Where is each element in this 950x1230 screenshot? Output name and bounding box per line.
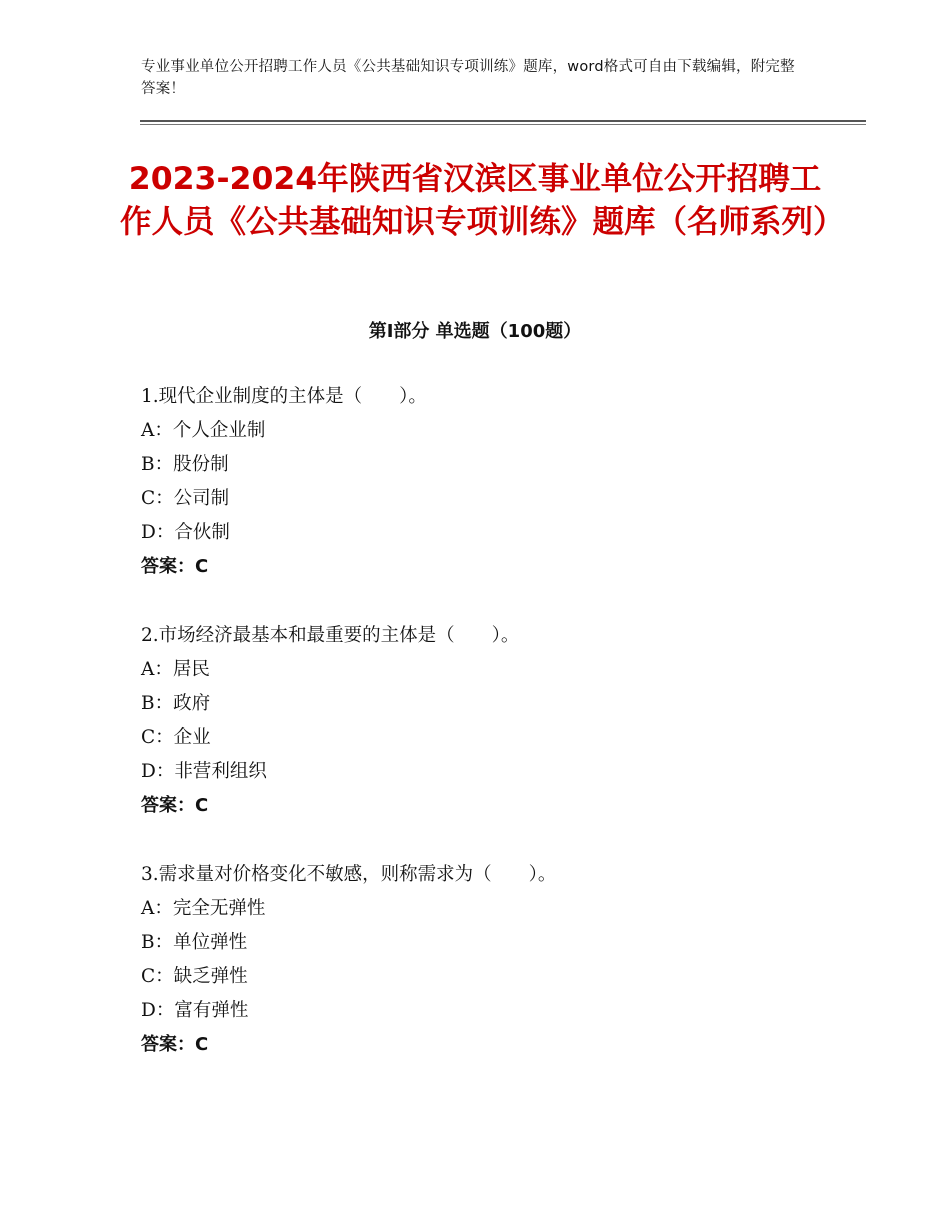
question-stem: 1.现代企业制度的主体是（ ）。 xyxy=(141,386,427,407)
section-title: 第Ⅰ部分 单选题（100题） xyxy=(368,321,582,342)
question-block xyxy=(141,380,861,584)
document-title: 2023-2024年陕西省汉滨区事业单位公开招聘工作人员《公共基础知识专项训练》题库（名师系列） xyxy=(120,161,845,240)
answer: 答案：C xyxy=(141,795,209,816)
header-divider-thick xyxy=(140,120,866,122)
option-c: C：缺乏弹性 xyxy=(141,966,248,987)
option-c: C：公司制 xyxy=(141,488,230,509)
option-c: C：企业 xyxy=(141,727,211,748)
option-b: B：单位弹性 xyxy=(141,932,248,953)
option-d: D：非营利组织 xyxy=(141,761,267,782)
option-a: A：居民 xyxy=(141,659,210,680)
answer: 答案：C xyxy=(141,1034,209,1055)
header-note: 专业事业单位公开招聘工作人员《公共基础知识专项训练》题库，word格式可自由下载编辑，附完整答案！ xyxy=(141,59,795,97)
option-d: D：富有弹性 xyxy=(141,1000,249,1021)
option-a: A：完全无弹性 xyxy=(141,898,266,919)
answer: 答案：C xyxy=(141,556,209,577)
option-b: B：股份制 xyxy=(141,454,229,475)
question-stem: 3.需求量对价格变化不敏感，则称需求为（ ）。 xyxy=(141,864,557,885)
header-divider-thin xyxy=(140,124,866,125)
question-stem: 2.市场经济最基本和最重要的主体是（ ）。 xyxy=(141,625,520,646)
question-block xyxy=(141,858,861,1062)
option-d: D：合伙制 xyxy=(141,522,230,543)
question-block xyxy=(141,619,861,823)
option-b: B：政府 xyxy=(141,693,211,714)
option-a: A：个人企业制 xyxy=(141,420,266,441)
